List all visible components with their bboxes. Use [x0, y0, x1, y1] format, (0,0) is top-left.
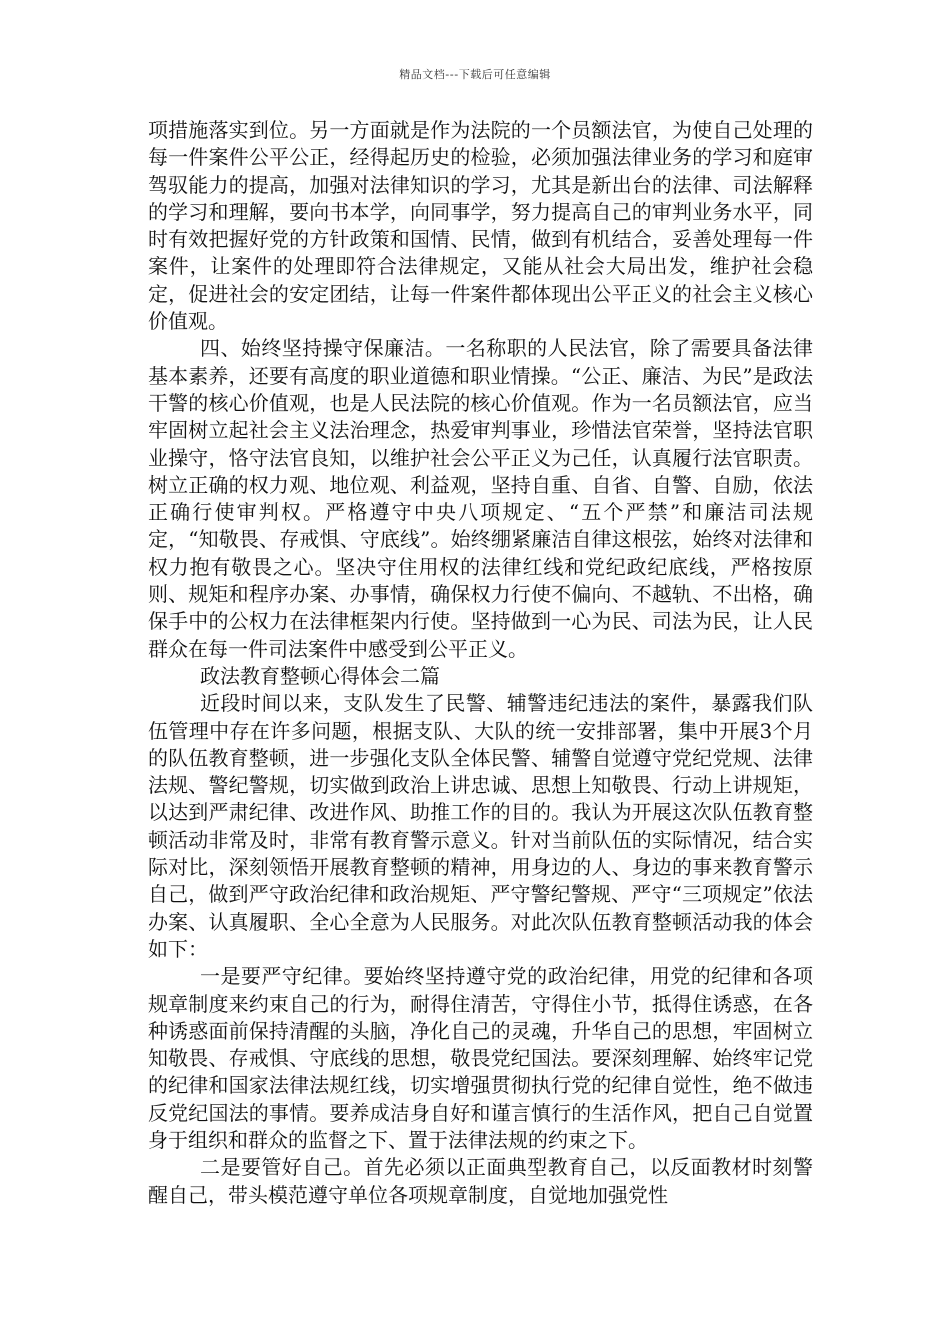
paragraph-intro: 近段时间以来，支队发生了民警、辅警违纪违法的案件，暴露我们队伍管理中存在许多问题，根据支队、大队的统一安排部署，集中开展3个月的队伍教育整顿，进一步强化支队全体民警、辅警自觉遵守党纪党规、法律法规、警纪警规，切实做到政治上讲忠诚、思想上知敬畏、行动上讲规矩，以达到严肃纪律、改进作风、助推工作的目的。我认为开展这次队伍教育整顿活动非常及时，非常有教育警示意义。针对当前队伍的实际情况，结合实际对比，深刻领悟开展教育整顿的精神，用身边的人、身边的事来教育警示自己，做到严守政治纪律和政治规矩、严守警纪警规、严守“三项规定”依法办案、认真履职、全心全意为人民服务。对此次队伍教育整顿活动我的体会如下：: [148, 691, 813, 961]
paragraph-continuation: 项措施落实到位。另一方面就是作为法院的一个员额法官，为使自己处理的每一件案件公平公正，经得起历史的检验，必须加强法律业务的学习和庭审驾驭能力的提高，加强对法律知识的学习，尤其是新出台的法律、司法解释的学习和理解，要向书本学，向同事学，努力提高自己的审判业务水平，同时有效把握好党的方针政策和国情、民情，做到有机结合，妥善处理每一件案件，让案件的处理即符合法律规定，又能从社会大局出发，维护社会稳定，促进社会的安定团结，让每一件案件都体现出公平正义的社会主义核心价值观。: [148, 118, 813, 334]
paragraph-point-two: 二是要管好自己。首先必须以正面典型教育自己，以反面教材时刻警醒自己，带头模范遵守单位各项规章制度，自觉地加强党性: [148, 1155, 813, 1207]
paragraph-section-four: 四、始终坚持操守保廉洁。一名称职的人民法官，除了需要具备法律基本素养，还要有高度的职业道德和职业情操。“公正、廉洁、为民”是政法干警的核心价值观，也是人民法院的核心价值观。作为一名员额法官，应当牢固树立起社会主义法治理念，热爱审判事业，珍惜法官荣誉，坚持法官职业操守，恪守法官良知，以维护社会公平正义为己任，认真履行法官职责。树立正确的权力观、地位观、利益观，坚持自重、自省、自警、自励，依法正确行使审判权。严格遵守中央八项规定、“五个严禁”和廉洁司法规定，“知敬畏、存戒惧、守底线”。始终绷紧廉洁自律这根弦，始终对法律和权力抱有敬畏之心。坚决守住用权的法律红线和党纪政纪底线，严格按原则、规矩和程序办案、办事情，确保权力行使不偏向、不越轨、不出格，确保手中的公权力在法律框架内行使。坚持做到一心为民、司法为民，让人民群众在每一件司法案件中感受到公平正义。: [148, 336, 813, 661]
page-header: 精品文档---下载后可任意编辑: [399, 68, 551, 81]
paragraph-point-one: 一是要严守纪律。要始终坚持遵守党的政治纪律，用党的纪律和各项规章制度来约束自己的行为，耐得住清苦，守得住小节，抵得住诱惑，在各种诱惑面前保持清醒的头脑，净化自己的灵魂，升华自己的思想，牢固树立知敬畏、存戒惧、守底线的思想，敬畏党纪国法。要深刻理解、始终牢记党的纪律和国家法律法规红线，切实增强贯彻执行党的纪律自觉性，绝不做违反党纪国法的事情。要养成洁身自好和谨言慎行的生活作风，把自己自觉置身于组织和群众的监督之下、置于法律法规的约束之下。: [148, 964, 813, 1152]
section-title: 政法教育整顿心得体会二篇: [200, 663, 440, 688]
document-body: [148, 117, 813, 1209]
